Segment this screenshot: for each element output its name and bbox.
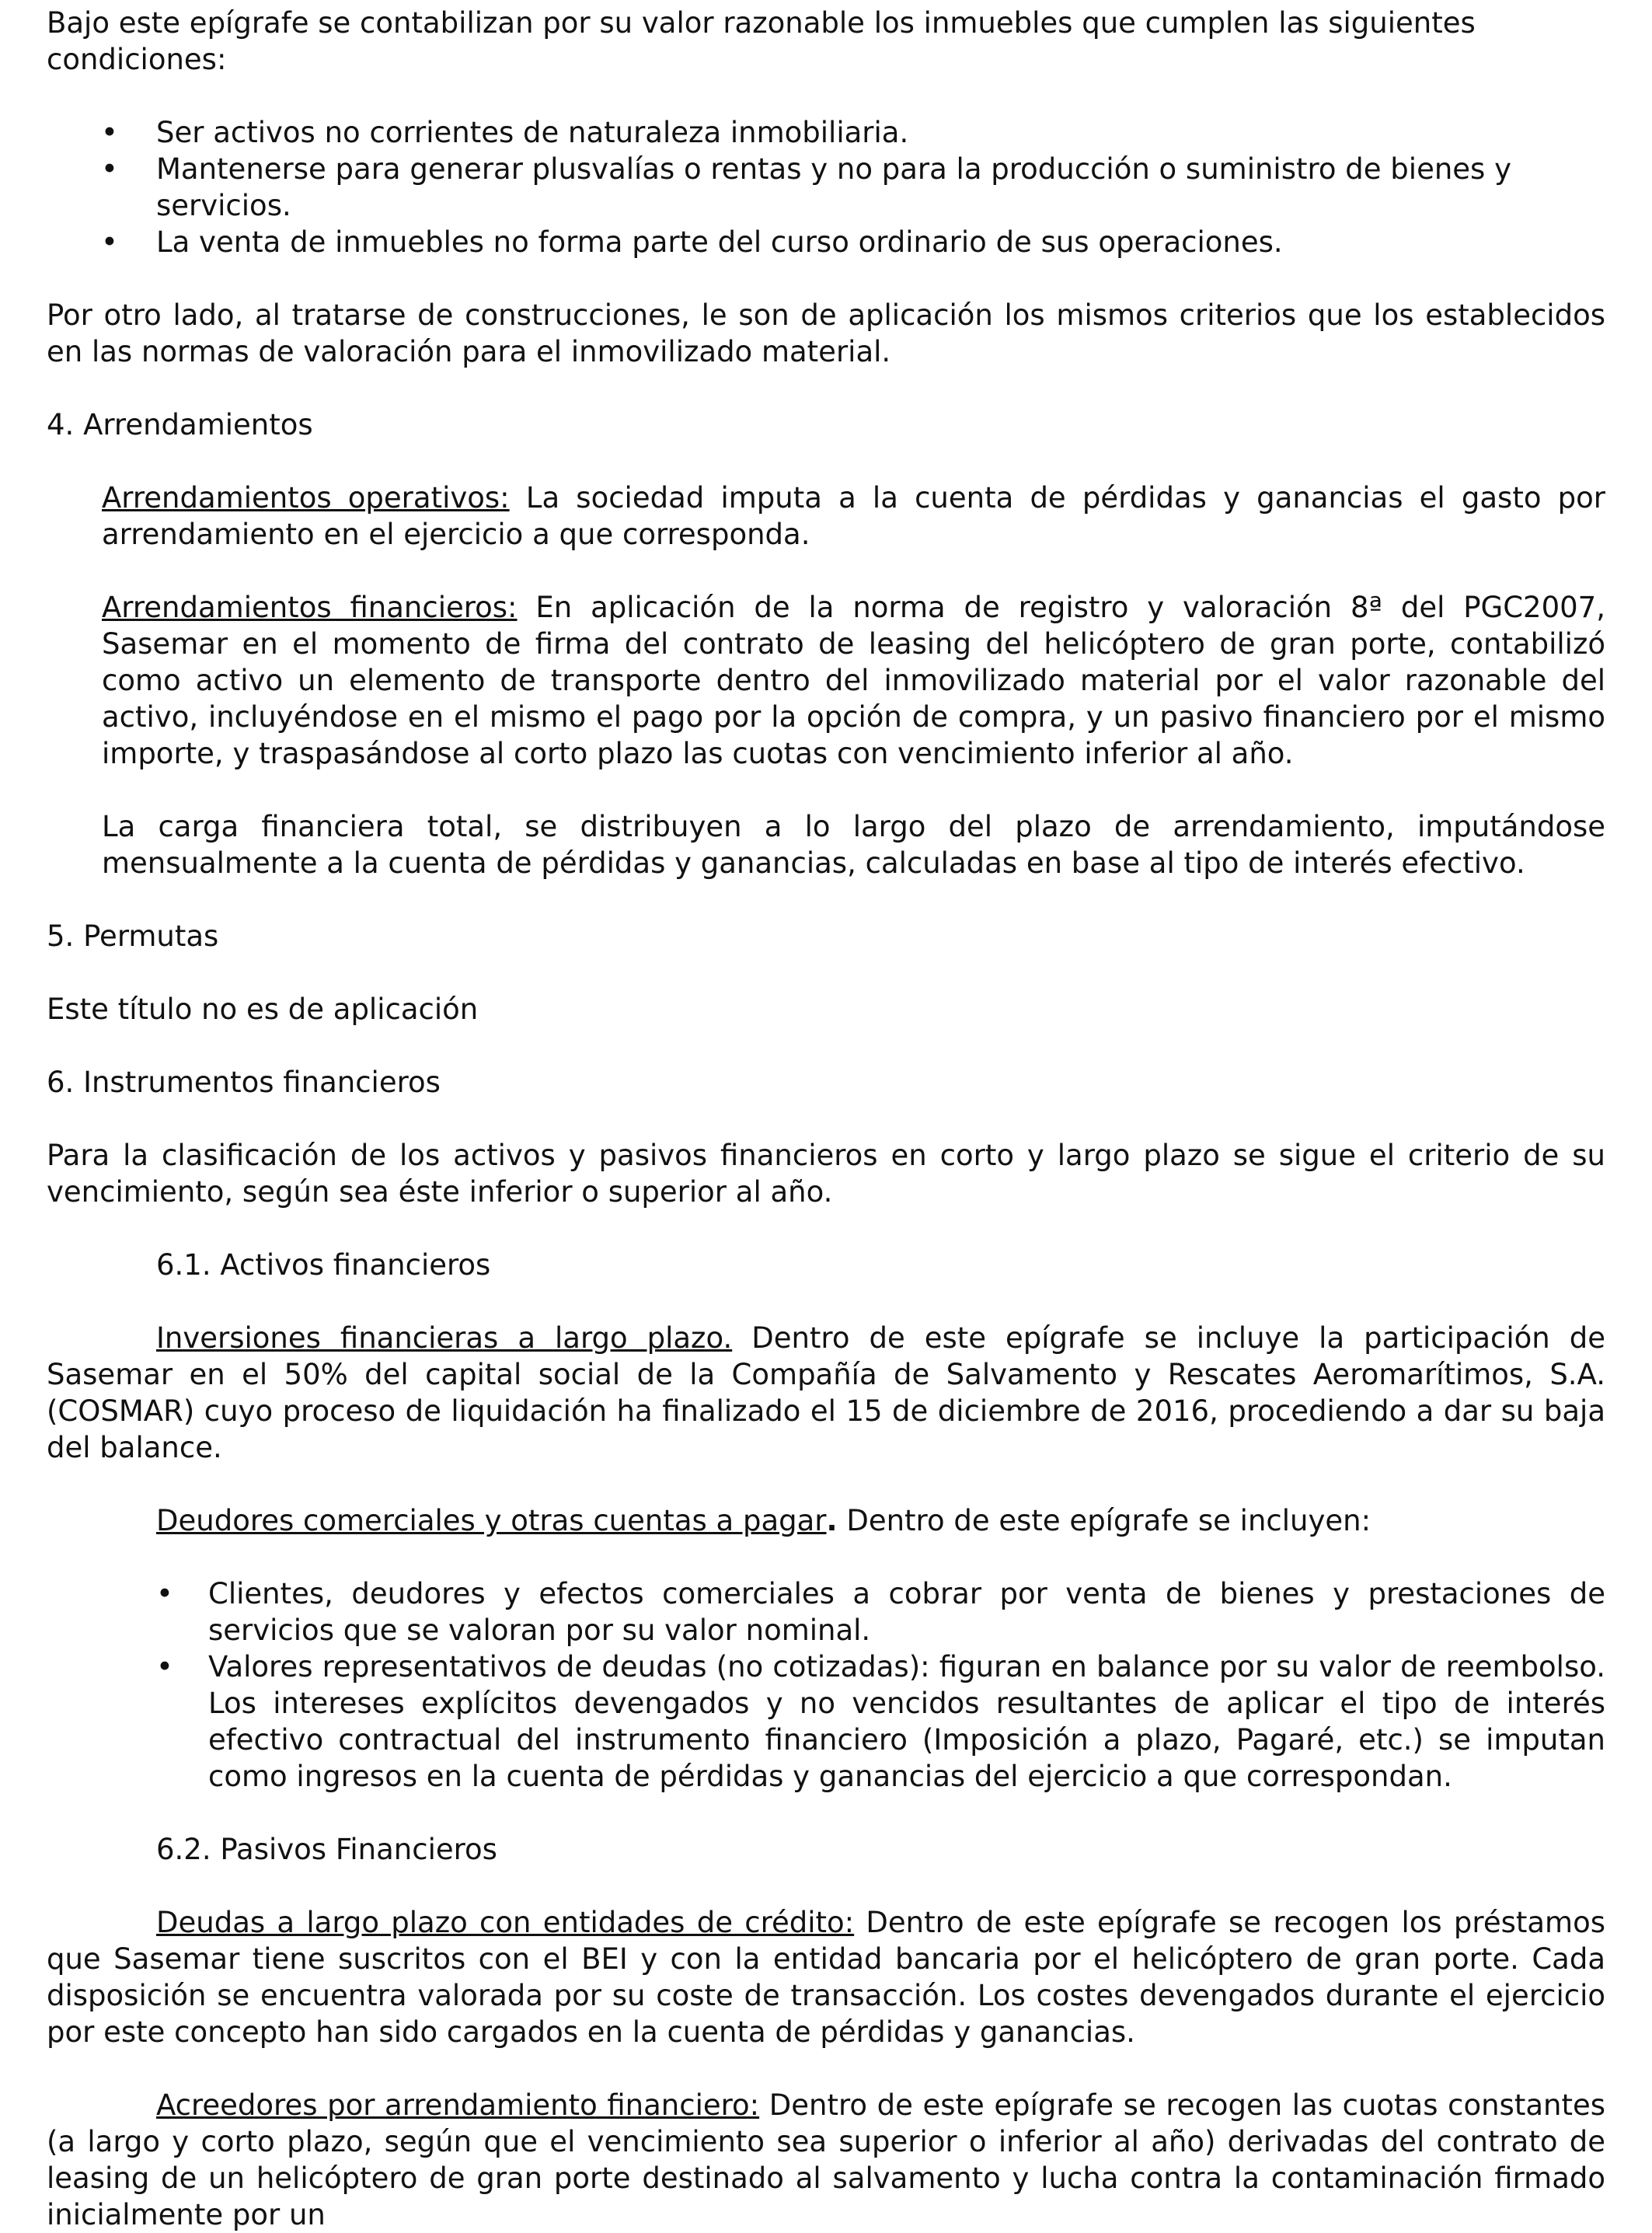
long-term-debt-label: Deudas a largo plazo con entidades de crédito: xyxy=(156,1906,855,1939)
operating-leases-paragraph: Arrendamientos operativos: La sociedad imputa a la cuenta de pérdidas y ganancias el gasto por arrendamiento en el ejercicio a que corresponda. xyxy=(102,481,1606,551)
bullet-icon: • xyxy=(156,1650,173,1683)
debtors-paragraph: Deudores comerciales y otras cuentas a pagar. Dentro de este epígrafe se incluyen: xyxy=(156,1504,1371,1537)
list-item: • Ser activos no corrientes de naturaleza inmobiliaria. xyxy=(101,116,909,149)
section6-intro: Para la clasificación de los activos y pasivos financieros en corto y largo plazo se sigue el criterio de su vencimiento, según sea éste inferior o superior al año. xyxy=(47,1139,1605,1209)
investments-paragraph: Inversiones financieras a largo plazo. Dentro de este epígrafe se incluye la participación de Sasemar en el 50% del capital social de la Compañía de Salvamento y Rescates Aeromarítimos, S.A. (COSMAR) cuyo proceso de liquidación ha finalizado el 15 de diciembre de 2016, procediendo a dar su baja del balance. xyxy=(47,1321,1605,1464)
operating-leases-label: Arrendamientos operativos: xyxy=(102,481,510,515)
intro-paragraph: Bajo este epígrafe se contabilizan por su valor razonable los inmuebles que cumplen las siguientes condiciones: xyxy=(47,6,1476,76)
bullet-icon: • xyxy=(156,1577,173,1610)
bullet-icon: • xyxy=(101,225,118,259)
finance-leases-label: Arrendamientos financieros: xyxy=(102,591,518,624)
constructions-paragraph: Por otro lado, al tratarse de construcciones, le son de aplicación los mismos criterios que los establecidos en las normas de valoración para el inmovilizado material. xyxy=(47,298,1605,368)
list-item: • Valores representativos de deudas (no cotizadas): figuran en balance por su valor de reembolso. Los intereses explícitos devengados y no vencidos resultantes de aplicar el tipo de interés efectivo contractual del instrumento financiero (Imposición a plazo, Pagaré, etc.) se imputan como ingresos en la cuenta de pérdidas y ganancias del ejercicio a que correspondan. xyxy=(156,1650,1605,1793)
section-heading-5: 5. Permutas xyxy=(47,919,219,953)
finance-leases-paragraph: Arrendamientos financieros: En aplicación de la norma de registro y valoración 8ª del PGC2007, Sasemar en el momento de firma del contrato de leasing del helicóptero de gran porte, contabilizó como activo un elemento de transporte dentro del inmovilizado material por el valor razonable del activo, incluyéndose en el mismo el pago por la opción de compra, y un pasivo financiero por el mismo importe, y traspasándose al corto plazo las cuotas con vencimiento inferior al año. xyxy=(102,591,1605,770)
bullet-icon: • xyxy=(101,116,118,149)
section-heading-4: 4. Arrendamientos xyxy=(47,408,313,441)
debtors-list xyxy=(47,1575,1605,1795)
list-item: • La venta de inmuebles no forma parte del curso ordinario de sus operaciones. xyxy=(101,225,1283,259)
conditions-list xyxy=(47,114,1605,260)
finance-lease-creditors-label: Acreedores por arrendamiento financiero: xyxy=(156,2088,760,2122)
investments-label: Inversiones financieras a largo plazo. xyxy=(156,1321,733,1355)
subsection-heading-6-1: 6.1. Activos financieros xyxy=(156,1248,491,1282)
section5-text: Este título no es de aplicación xyxy=(47,993,479,1026)
list-item: • Mantenerse para generar plusvalías o rentas y no para la producción o suministro de bienes y servicios. xyxy=(101,152,1511,222)
section-heading-6: 6. Instrumentos financieros xyxy=(47,1066,441,1099)
debtors-label: Deudores comerciales y otras cuentas a pagar xyxy=(156,1504,827,1537)
bullet-icon: • xyxy=(101,152,118,186)
finance-lease-creditors-paragraph: Acreedores por arrendamiento financiero: Dentro de este epígrafe se recogen las cuotas constantes (a largo y corto plazo, según que el vencimiento sea superior o inferior al año) derivadas del contrato de leasing de un helicóptero de gran porte destinado al salvamento y lucha contra la contaminación firmado inicialmente por un xyxy=(47,2088,1605,2231)
long-term-debt-paragraph: Deudas a largo plazo con entidades de crédito: Dentro de este epígrafe se recogen los préstamos que Sasemar tiene suscritos con el BEI y con la entidad bancaria por el helicóptero de gran porte. Cada disposición se encuentra valorada por su coste de transacción. Los costes devengados durante el ejercicio por este concepto han sido cargados en la cuenta de pérdidas y ganancias. xyxy=(47,1906,1605,2049)
subsection-heading-6-2: 6.2. Pasivos Financieros xyxy=(156,1833,497,1866)
finance-charge-paragraph: La carga financiera total, se distribuyen a lo largo del plazo de arrendamiento, imputándose mensualmente a la cuenta de pérdidas y ganancias, calculadas en base al tipo de interés efectivo. xyxy=(102,810,1605,880)
list-item: • Clientes, deudores y efectos comerciales a cobrar por venta de bienes y prestaciones de servicios que se valoran por su valor nominal. xyxy=(156,1577,1605,1647)
